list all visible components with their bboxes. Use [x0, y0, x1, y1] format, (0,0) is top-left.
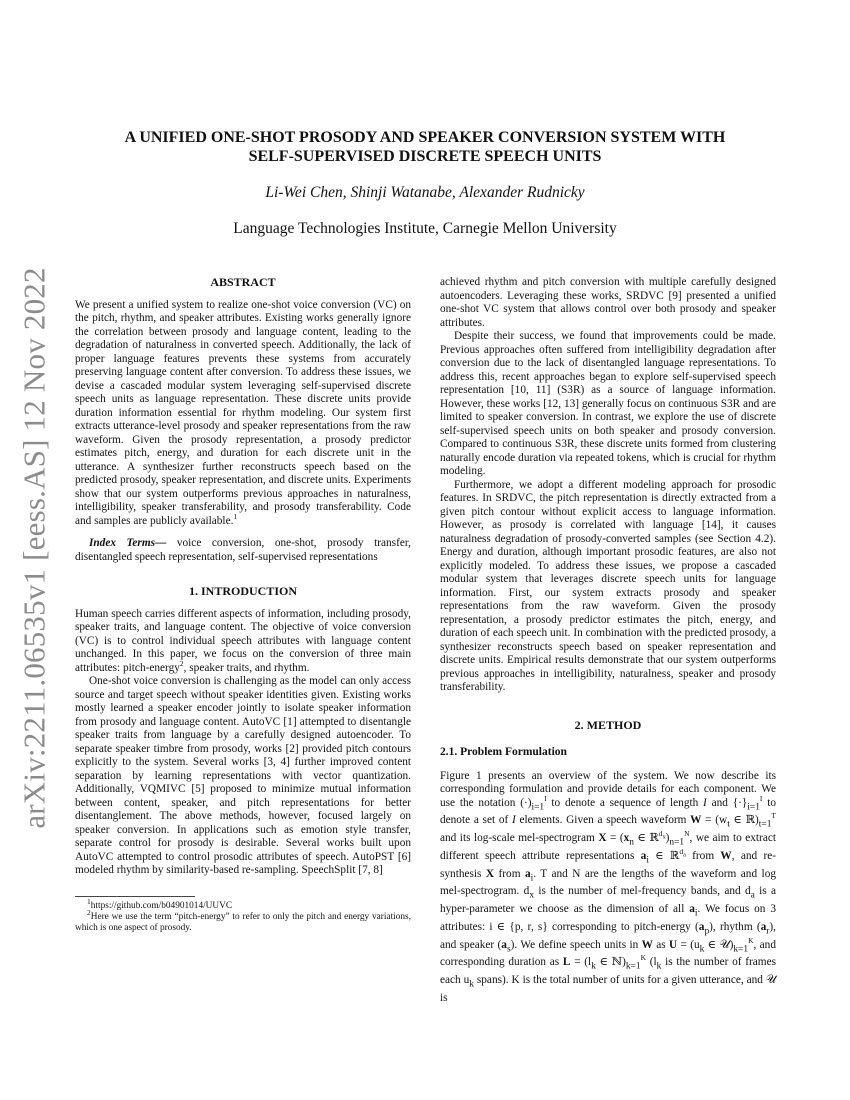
arxiv-id-text: arXiv:2211.06535v1 [eess.AS] 12 Nov 2022 — [17, 267, 53, 829]
arxiv-side-identifier — [14, 267, 56, 829]
footnote-2 — [75, 907, 411, 934]
footnote-2-mark: 2 — [87, 907, 91, 917]
mp-at: = (l — [570, 956, 592, 969]
introduction-heading: 1. INTRODUCTION — [188, 584, 297, 598]
mp-x: , and re-synthesis — [440, 849, 776, 880]
mp-ap: = (u — [677, 938, 700, 951]
mp-au: ∈ ℕ) — [595, 956, 626, 969]
index-terms-text: voice conversion, one-shot, prosody transfer, disentangled speech representation, self-supervised representations — [75, 537, 411, 563]
mp-am: W — [641, 938, 653, 951]
index-terms — [75, 537, 411, 564]
paper-affiliation: Language Technologies Institute, Carnegie Mellon University — [233, 220, 617, 237]
paper-title — [60, 128, 790, 166]
mp-r: ) — [665, 832, 670, 844]
method-paragraph-1: Figure 1 presents an overview of the system. We now describe its corresponding formulation and provide details for each component. We use the notation $(\cdot)_{i=1}^I$ to denote a sequence of length I and $\{\cdot\}_{i=1}^I$ to denote a set of I elements. Given a speech waveform $W = (w_t$ ∈ $ℝ)_{t=1}^T$ and its log-scale mel-spectrogram $X = (x_n$ ∈ $ℝ^{d_x})_{n=1}^N$, we aim to extract different speech attribute representations $a_i$ ∈ ℝ$^{d_a}$ from W, and re-synthesis X from $a_i$. T and N are the lengths of the waveform and log mel-spectrogram. $d_x$ is the number of mel-frequency bands, and $d_a$ is a hyper-parameter we choose as the dimension of all $a_i$. We focus on 3 attributes: i ∈ {p, r, s} corresponding to pitch-energy $(a_p)$, rhythm $(a_r)$, and speaker $(a_s)$. We define speech units in W as $U = (u_k$ ∈ $𝒰)_{k=1}^K$, and corresponding duration as $L = (l_k$ ∈ $ℕ)_{k=1}^K$ ($l_k$ is the number of frames each $u_k$ spans). K is the total number of units for a given utterance, and 𝒰 is — [440, 769, 777, 1004]
title-line-2: SELF-SUPERVISED DISCRETE SPEECH UNITS — [248, 148, 602, 165]
mp-ah: ), rhythm ( — [709, 920, 761, 933]
mp-av: (l — [645, 956, 657, 969]
footnote-1-mark: 1 — [87, 896, 91, 906]
mp-aa: a — [524, 867, 531, 880]
mp-w: W — [720, 849, 732, 862]
mp-u: ∈ ℝ — [648, 849, 680, 862]
left-column — [75, 276, 411, 934]
intro-paragraph-1 — [75, 608, 411, 676]
footnote-rule — [75, 896, 195, 897]
right-column — [440, 276, 776, 1005]
intro-paragraph-3: achieved rhythm and pitch conversion with multiple carefully designed autoencoders. Leveraging these works, SRDVC [9] presented a unified one-shot VC system that allows control over both prosody and speaker attributes. — [440, 276, 776, 329]
title-line-1: A UNIFIED ONE-SHOT PROSODY AND SPEAKER CONVERSION SYSTEM WITH — [124, 129, 726, 146]
footnote-2-text: Here we use the term “pitch-energy” to refer to only the pitch and energy variations, which is one aspect of prosody. — [75, 911, 411, 933]
mp-a: Figure 1 presents an overview of the system. We now describe its corresponding formulation and provide details for each component. We use the notation — [440, 769, 776, 809]
mp-ac: is the number of mel-frequency bands, and d — [534, 885, 751, 898]
mp-ag: a — [698, 920, 705, 933]
mp-z: from — [494, 867, 525, 880]
footnote-mark-2: 2 — [179, 658, 184, 668]
intro-p1-text-a: Human speech carries different aspects of information, including prosody, speaker traits, and language content. The objective of voice conversion (VC) is to control individual speech attributes with language content unchanged. In this paper, we focus on the conversion of three main attributes: pitch-energy — [75, 607, 411, 674]
mp-aq: ∈ 𝒰) — [704, 938, 734, 951]
intro-p1-text-b: , speaker traits, and rhythm. — [183, 661, 310, 674]
mp-k: = (w — [701, 814, 728, 827]
mp-ak: a — [501, 938, 507, 951]
abstract-heading: ABSTRACT — [210, 275, 276, 289]
method-heading: 2. METHOD — [574, 717, 642, 732]
problem-formulation-heading: 2.1. Problem Formulation — [440, 746, 567, 758]
mp-ao: U — [668, 938, 678, 951]
mp-v: from — [685, 849, 721, 862]
abstract-body: We present a unified system to realize one-shot voice conversion (VC) on the pitch, rhythm, and speaker attributes. Existing works generally ignore the correlation between prosody and language content, leading to the degradation of naturalness in converted speech. Additionally, the lack of proper language features prevents these systems from accurately preserving language content after conversion. To address these issues, we devise a cascaded modular system leveraging self-supervised discrete speech units as language representation. These discrete units provide duration information essential for rhythm modeling. Our system first extracts utterance-level prosody and speaker representations from the raw waveform. Given the prosody representation, a prosody predictor estimates pitch, energy, and duration for each discrete unit in the utterance. A synthesizer further reconstructs speech based on the predicted prosody, speaker representation, and discrete units. Experiments show that our system outperforms previous approaches in naturalness, intelligibility, speaker transferability, and prosody transferability. Code and samples are publicly available. — [75, 298, 411, 527]
mp-d: I — [703, 796, 707, 809]
mp-j: W — [690, 814, 702, 827]
mp-an: as — [652, 938, 669, 951]
mp-m: and its log-scale mel-spectrogram — [440, 832, 599, 844]
mp-ab: . T and N are the lengths of the waveform and log mel-spectrogram. d — [440, 867, 776, 898]
mp-ai: a — [760, 920, 767, 933]
mp-e: and — [706, 796, 733, 809]
mp-h: I — [511, 814, 516, 827]
mp-aw: is the number of frames each u — [440, 956, 777, 986]
mp-ar: , and corresponding duration as — [440, 938, 776, 969]
mp-q: ∈ ℝ — [633, 832, 659, 844]
mp-as: L — [562, 956, 571, 969]
mp-i: elements. Given a speech waveform — [515, 814, 691, 827]
mp-f: {·} — [732, 796, 748, 809]
intro-paragraph-4: Despite their success, we found that improvements could be made. Previous approaches often suffered from intelligibility degradation after conversion due to the lack of disentangled language representations. To address this, recent approaches began to explore self-supervised speech representation [10, 11] (S3R) as a source of language information. However, these works [12, 13] generally focus on continuous S3R and are limited to speaker conversion. In contrast, we explore the use of discrete self-supervised speech units on both speaker and prosody conversion. Compared to continuous S3R, these discrete units formed from clustering naturally encode duration via repeated tokens, which is crucial for rhythm modeling. — [440, 330, 776, 477]
mp-t: a — [640, 849, 647, 862]
intro-paragraph-2: One-shot voice conversion is challenging as the model can only access source and target speech without speaker identities given. Existing works mostly learned a speaker encoder jointly to isolate speaker information from prosody and language content. AutoVC [1] attempted to disentangle speaker traits from language by a carefully designed autoencoder. To separate speaker timbre from prosody, works [2] provided pitch contours explicitly to the system. Several works [3, 4] further improved content separation by learning representations with vector quantization. Additionally, VQMIVC [5] proposed to minimize mutual information between content, speaker, and pitch representations for better disentanglement. The above methods, however, focused largely on speaker conversion. In applications such as emotion style transfer, separate control for prosody is desirable. Several works built upon AutoVC attempted to control prosodic attributes of speech. AutoPST [6] modeled rhythm by similarity-based re-sampling. SpeechSplit [7, 8] — [75, 675, 411, 876]
footnote-mark-1: 1 — [233, 511, 238, 521]
mp-al: ). We define speech units in — [510, 938, 642, 951]
mp-l: ∈ ℝ) — [729, 814, 759, 827]
mp-c: to denote a sequence of length — [546, 796, 704, 809]
mp-ad: is a hyper-parameter we choose as the dimension of all — [440, 885, 776, 915]
mp-o: = ( — [606, 832, 624, 844]
mp-ax: spans). K is the total number of units for a given utterance, and 𝒰 is — [440, 974, 776, 1004]
footnote-1 — [75, 896, 411, 912]
footnote-1-text: https://github.com/b04901014/UUVC — [90, 900, 233, 911]
abstract-text — [75, 299, 411, 529]
mp-ae: a — [689, 903, 695, 915]
mp-aj: ), and speaker ( — [440, 920, 776, 951]
mp-p: x — [623, 832, 630, 844]
mp-af: . We focus on 3 attributes: i ∈ {p, r, s} corresponding to pitch-energy ( — [440, 903, 776, 933]
mp-s: , we aim to extract different speech attribute representations — [440, 832, 776, 862]
intro-paragraph-5: Furthermore, we adopt a different modeling approach for prosodic features. In SRDVC, the pitch representation is directly extracted from a given pitch contour without explicit access to language information. However, as prosody is correlated with language [14], it causes naturalness degradation of prosody-converted samples (see Section 4.2). Energy and duration, although important prosodic features, are also not explicitly modeled. To address these issues, we propose a cascaded modular system that leverages discrete speech units for language information. First, our system extracts prosody and speaker representations from the raw waveform. Given the prosody representation, a prosody predictor estimates the pitch, energy, and duration of each speech unit. In combination with the predicted prosody, a synthesizer reconstructs speech based on speaker representation and discrete units. Empirical results demonstrate that our system outperforms previous approaches in intelligibility, naturalness, speaker and prosody transferability. — [440, 478, 776, 693]
mp-y: X — [485, 867, 495, 880]
mp-b: (·) — [520, 796, 532, 809]
paper-authors: Li-Wei Chen, Shinji Watanabe, Alexander Rudnicky — [265, 184, 585, 201]
index-terms-label: Index Terms— — [89, 537, 167, 549]
mp-n: X — [598, 832, 607, 844]
mp-g: to denote a set of — [440, 796, 776, 827]
